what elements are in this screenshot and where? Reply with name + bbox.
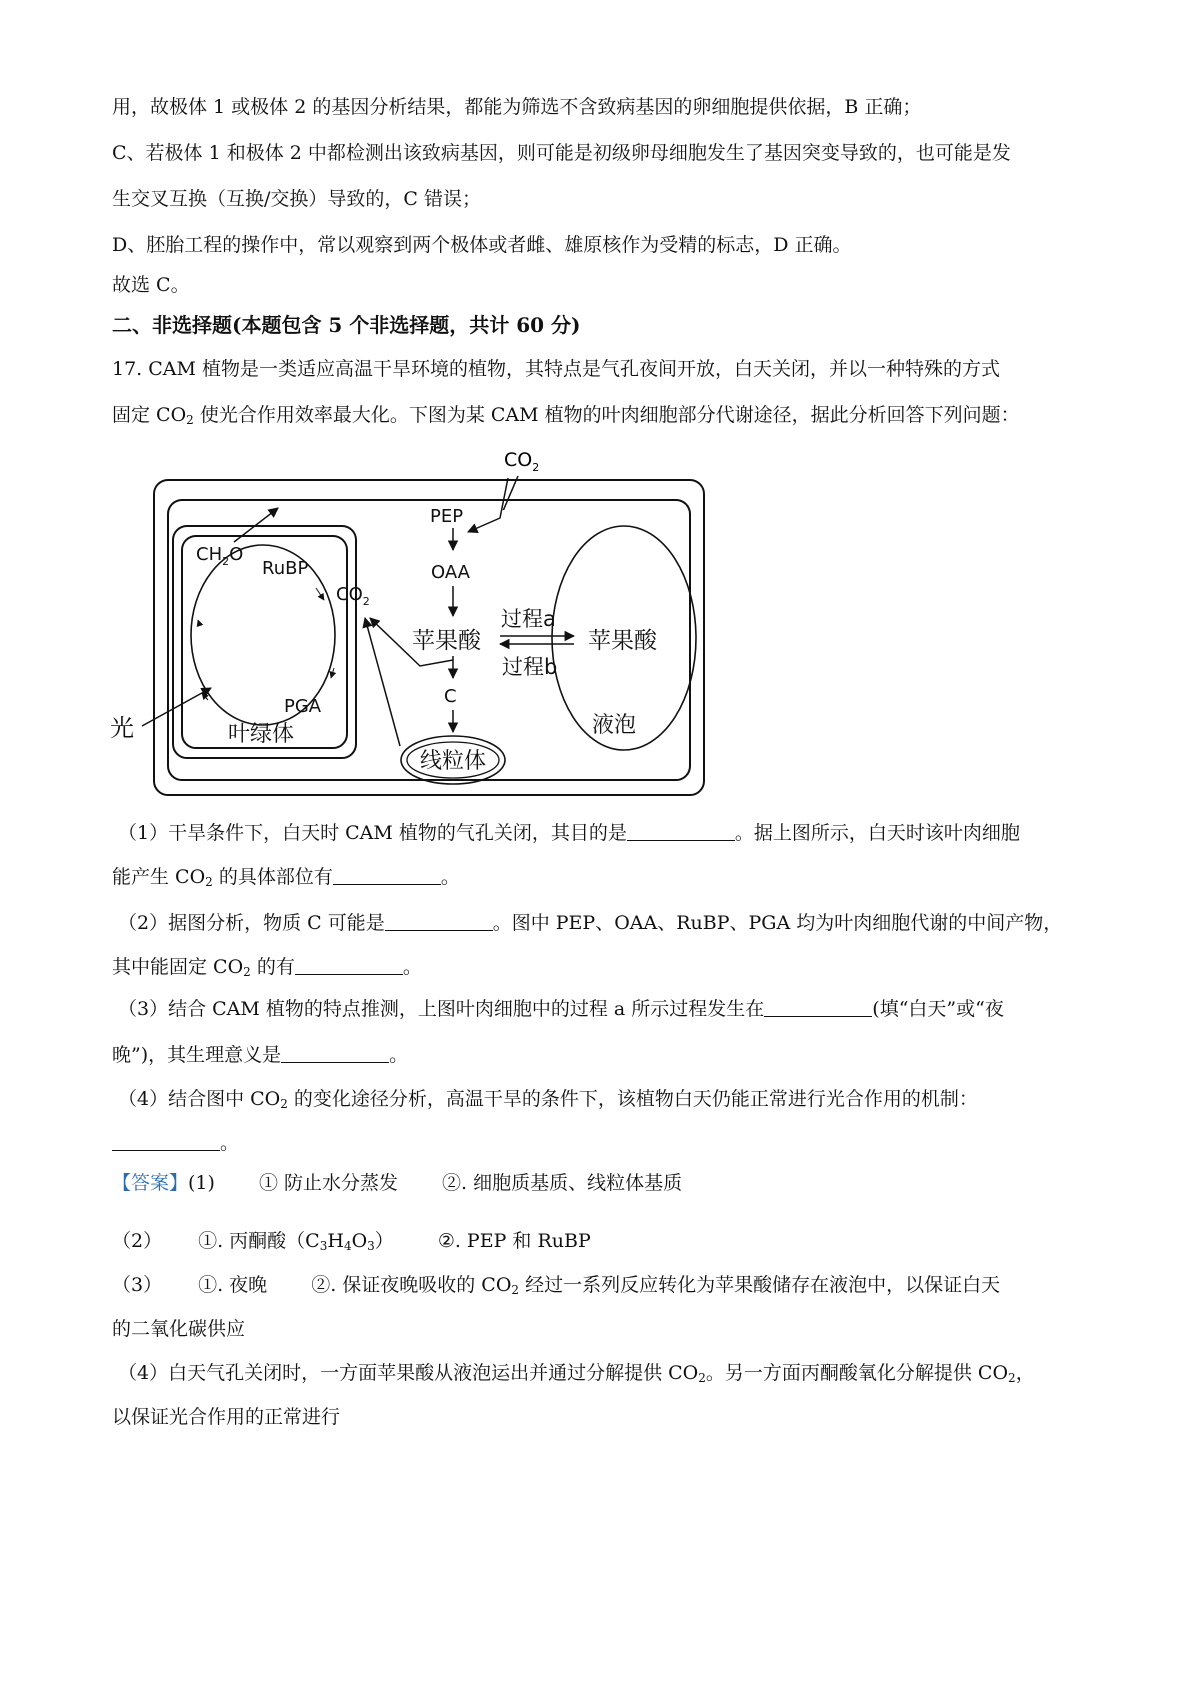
text: 使光合作用效率最大化。下图为某 CAM 植物的叶肉细胞部分代谢途径，据此分析回答下列问题： — [193, 404, 1020, 426]
light-label: 光 — [110, 714, 134, 742]
text-line: 生交叉互换（互换/交换）导致的，C 错误； — [112, 188, 481, 210]
light-arrow — [142, 688, 211, 726]
question-2: 其中能固定 $CO_2$ 的有 。 — [112, 956, 422, 979]
answer-blank — [627, 822, 735, 841]
cycle-arrow — [202, 693, 208, 700]
question-4: 。 — [112, 1128, 1102, 1158]
answer-blank — [764, 998, 872, 1017]
malate-cytosol-label: 苹果酸 — [412, 628, 481, 654]
answer-blank — [281, 1044, 389, 1063]
mito-co2-arrow — [365, 618, 400, 746]
answer-blank — [295, 956, 403, 975]
question-4: （4）结合图中 $CO_2$ 的变化途径分析，高温干旱的条件下，该植物白天仍能正常进行光合作用的机制： — [118, 1088, 978, 1111]
question-intro — [112, 400, 1102, 430]
text-line: 故选 C。 — [112, 274, 190, 296]
cycle-arrow — [198, 620, 200, 626]
co2-atmosphere-label: $CO_2$ — [504, 449, 540, 474]
text: 固定 CO — [112, 404, 187, 426]
text-line: 用，故极体 1 或极体 2 的基因分析结果，都能为筛选不含致病基因的卵细胞提供依据，B 正确； — [112, 96, 922, 118]
chloroplast-label: 叶绿体 — [228, 722, 295, 747]
answer-4: 以保证光合作用的正常进行 — [112, 1406, 341, 1428]
answer-blank — [112, 1132, 220, 1151]
ch2o-label: $CH_2O$ — [196, 544, 244, 568]
pga-label: PGA — [284, 696, 322, 717]
process-b-label: 过程b — [502, 655, 558, 679]
answer-blank — [333, 866, 441, 885]
question-intro: 17. CAM 植物是一类适应高温干旱环境的植物，其特点是气孔夜间开放，白天关闭，并以一种特殊的方式 — [112, 358, 1001, 380]
answer-3: 的二氧化碳供应 — [112, 1318, 246, 1340]
text-line: D、胚胎工程的操作中，常以观察到两个极体或者雌、雄原核作为受精的标志，D 正确。 — [112, 234, 852, 256]
vacuole-label: 液泡 — [592, 713, 637, 738]
process-a-label: 过程a — [501, 607, 556, 631]
answer-1: 【答案】(1) ① 防止水分蒸发 ②. 细胞质基质、线粒体基质 — [112, 1172, 683, 1194]
co2-to-pep-arrow — [468, 478, 508, 532]
pep-label: PEP — [430, 506, 464, 527]
cycle-arrow — [331, 668, 334, 678]
cycle-arrow — [316, 588, 324, 600]
question-3: 晚”)，其生理意义是 。 — [112, 1044, 409, 1066]
question-2: （2）据图分析，物质 C 可能是 。图中 PEP、OAA、RuBP、PGA 均为叶肉细胞代谢的中间产物， — [118, 912, 1063, 934]
section-heading: 二、非选择题(本题包含 5 个非选择题，共计 60 分) — [112, 313, 581, 337]
answer-4: （4）白天气孔关闭时，一方面苹果酸从液泡运出并通过分解提供 $CO_2$。另一方面丙酮酸氧化分解提供 $CO_2$， — [118, 1362, 1035, 1385]
co2-chloroplast-label: $CO_2$ — [336, 584, 370, 608]
rubp-label: RuBP — [262, 558, 309, 579]
question-1: 能产生 $CO_2$ 的具体部位有 。 — [112, 866, 460, 889]
malate-vacuole-label: 苹果酸 — [588, 628, 657, 654]
oaa-label: OAA — [431, 562, 470, 583]
answer-2: （2） ①. 丙酮酸$(C_3H_4O_3)$ ②. PEP 和 RuBP — [112, 1230, 591, 1253]
question-1: （1）干旱条件下，白天时 CAM 植物的气孔关闭，其目的是 。据上图所示，白天时该叶肉细胞 — [118, 822, 1020, 844]
answer-blank — [385, 912, 493, 931]
c-label: C — [444, 686, 457, 707]
answer-tag: 【答案】 — [112, 1172, 189, 1194]
text-line: C、若极体 1 和极体 2 中都检测出该致病基因，则可能是初级卵母细胞发生了基因突变导致的，也可能是发 — [112, 142, 1011, 164]
subscript: 2 — [186, 413, 194, 427]
answer-3: （3） ①. 夜晚 ②. 保证夜晚吸收的 $CO_2$ 经过一系列反应转化为苹果酸储存在液泡中，以保证白天 — [112, 1274, 1001, 1297]
co2-uptake-arrowhead — [108, 478, 728, 558]
question-3: （3）结合 CAM 植物的特点推测，上图叶肉细胞中的过程 a 所示过程发生在 (填“白天”或“夜 — [118, 998, 1004, 1020]
mitochondria-label: 线粒体 — [420, 749, 487, 774]
